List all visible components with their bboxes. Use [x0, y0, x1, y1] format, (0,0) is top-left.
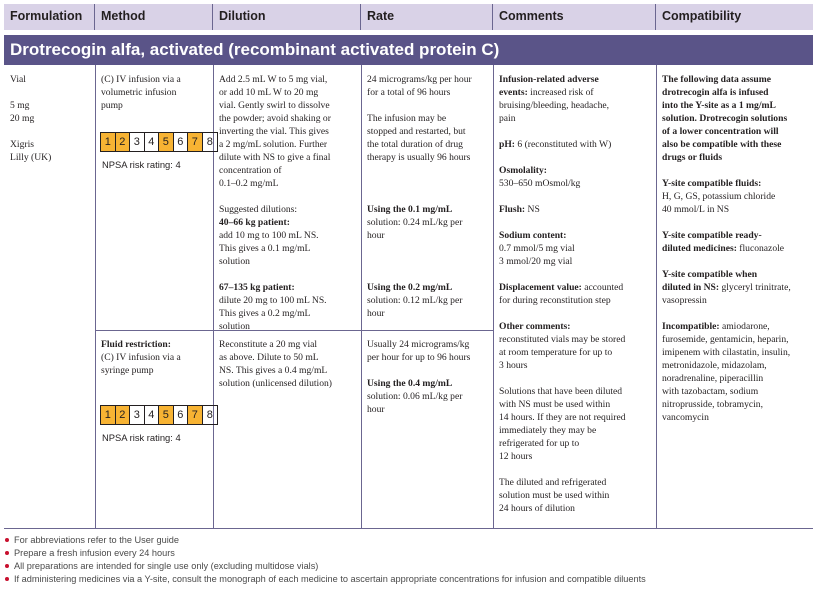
dilution-text: This gives a 0.2 mg/mL: [219, 308, 311, 319]
compat-text: with tazobactam, sodium: [662, 386, 759, 397]
method-cell-b: [101, 338, 211, 377]
risk-box: 5: [159, 406, 174, 424]
risk-box: 4: [145, 133, 160, 151]
comment-text: refrigerated for up to: [499, 438, 580, 449]
comment-text: 530–650 mOsmol/kg: [499, 178, 581, 189]
header-dilution: Dilution: [213, 4, 361, 30]
formulation-line: 5 mg: [10, 100, 30, 111]
comment-text: 12 hours: [499, 451, 533, 462]
rate-subtitle: Using the 0.2 mg/mL: [367, 282, 453, 293]
comment-text: accounted: [581, 282, 624, 293]
compat-text: nitroprusside, tobramycin,: [662, 399, 763, 410]
compat-text: drugs or fluids: [662, 152, 723, 163]
comment-text: at room temperature for up to: [499, 347, 613, 358]
comment-text: reconstituted vials may be stored: [499, 334, 626, 345]
comment-text: 0.7 mmol/5 mg vial: [499, 243, 575, 254]
rate-text: stopped and restarted, but: [367, 126, 466, 137]
column-divider: [656, 65, 657, 528]
rate-subtitle: Using the 0.4 mg/mL: [367, 378, 453, 389]
compat-title: Y-site compatible fluids:: [662, 178, 762, 189]
footnote: [4, 560, 813, 573]
compat-text: 40 mmol/L in NS: [662, 204, 730, 215]
dilution-text: solution: [219, 256, 250, 267]
footnote: [4, 573, 813, 586]
dilution-cell-b: [219, 338, 359, 390]
column-divider: [361, 65, 362, 528]
column-divider: [493, 65, 494, 528]
risk-rating-boxes-b: [100, 405, 218, 425]
risk-box: 3: [130, 406, 145, 424]
dilution-text: dilute with NS to give a final: [219, 152, 331, 163]
compat-title: Y-site compatible ready-: [662, 230, 762, 241]
comment-text: immediately they may be: [499, 425, 597, 436]
footnote: [4, 534, 813, 547]
compat-text: fluconazole: [736, 243, 785, 254]
comment-title: Osmolality:: [499, 165, 547, 176]
method-text: volumetric infusion: [101, 87, 177, 98]
dilution-subtitle: 40–66 kg patient:: [219, 217, 290, 228]
dilution-text: as above. Dilute to 50 mL: [219, 352, 319, 363]
compatibility-cell: [662, 73, 812, 424]
dilution-text: solution (unlicensed dilution): [219, 378, 332, 389]
comment-text: 3 mmol/20 mg vial: [499, 256, 573, 267]
comment-text: with NS must be used within: [499, 399, 611, 410]
compat-text: The following data assume: [662, 74, 772, 85]
comment-text: solution must be used within: [499, 490, 610, 501]
footnote-text: Prepare a fresh infusion every 24 hours: [14, 548, 175, 558]
dilution-text: add 10 mg to 100 mL NS.: [219, 230, 319, 241]
compat-text: also be compatible with these: [662, 139, 782, 150]
risk-box: 3: [130, 133, 145, 151]
rate-text: hour: [367, 308, 385, 319]
footnote: [4, 547, 813, 560]
dilution-subtitle: Suggested dilutions:: [219, 204, 298, 215]
footnote-text: All preparations are intended for single use only (excluding multidose vials): [14, 561, 319, 571]
header-rate: Rate: [361, 4, 493, 30]
comment-text: increased risk of: [527, 87, 594, 98]
formulation-line: Xigris: [10, 139, 34, 150]
dilution-cell: [219, 73, 359, 333]
method-text: (C) IV infusion via a: [101, 74, 181, 85]
compat-text: furosemide, gentamicin, heparin,: [662, 334, 789, 345]
risk-box: 4: [145, 406, 160, 424]
compat-text: vasopressin: [662, 295, 707, 306]
method-text: pump: [101, 100, 123, 111]
comment-title: pH:: [499, 139, 515, 150]
compat-text: metronidazole, midazolam,: [662, 360, 767, 371]
comment-title: Infusion-related adverse: [499, 74, 599, 85]
risk-box: 8: [206, 409, 213, 421]
risk-box: 1: [101, 406, 116, 424]
dilution-subtitle: 67–135 kg patient:: [219, 282, 295, 293]
formulation-cell: [10, 73, 92, 164]
risk-box: 7: [188, 406, 203, 424]
comment-text: The diluted and refrigerated: [499, 477, 607, 488]
header-formulation: Formulation: [4, 4, 95, 30]
comment-text: NS: [525, 204, 540, 215]
compat-text: into the Y-site as a 1 mg/mL: [662, 100, 776, 111]
column-divider: [95, 65, 96, 528]
rate-text: solution: 0.24 mL/kg per: [367, 217, 463, 228]
rate-text: solution: 0.12 mL/kg per: [367, 295, 463, 306]
risk-rating-boxes-a: [100, 132, 218, 152]
method-subtitle: Fluid restriction:: [101, 339, 171, 350]
compat-text: imipenem with cilastatin, insulin,: [662, 347, 791, 358]
rate-text: 24 micrograms/kg per hour: [367, 74, 472, 85]
footnote-text: For abbreviations refer to the User guide: [14, 535, 179, 545]
dilution-text: dilute 20 mg to 100 mL NS.: [219, 295, 327, 306]
rate-cell: [367, 73, 491, 320]
risk-box: 2: [116, 406, 131, 424]
compat-text: solution. Drotrecogin solutions: [662, 113, 788, 124]
dilution-text: Reconstitute a 20 mg vial: [219, 339, 318, 350]
formulation-line: 20 mg: [10, 113, 35, 124]
compat-text: drotrecogin alfa is infused: [662, 87, 769, 98]
npsa-risk-label-a: NPSA risk rating: 4: [102, 159, 181, 170]
compat-title: diluted in NS:: [662, 282, 720, 293]
compat-title: Incompatible:: [662, 321, 720, 332]
rate-text: therapy is usually 96 hours: [367, 152, 471, 163]
footnote-text: If administering medicines via a Y-site, consult the monograph of each medicine to ascertain appropriate concentrations for infusion and compatible diluents: [14, 574, 646, 584]
comment-text: 3 hours: [499, 360, 528, 371]
method-text: (C) IV infusion via a: [101, 352, 181, 363]
dilution-text: This gives a 0.1 mg/mL: [219, 243, 311, 254]
dilution-text: or add 10 mL W to 20 mg: [219, 87, 319, 98]
dilution-text: a 2 mg/mL solution. Further: [219, 139, 328, 150]
header-method: Method: [95, 4, 213, 30]
comment-text: 6 (reconstituted with W): [515, 139, 612, 150]
compat-text: vancomycin: [662, 412, 709, 423]
dilution-text: Add 2.5 mL W to 5 mg vial,: [219, 74, 328, 85]
comment-title: Displacement value:: [499, 282, 582, 293]
bullet-icon: [5, 551, 9, 555]
rate-cell-b: [367, 338, 491, 416]
method-cell-a: [101, 73, 211, 112]
compat-text: glyceryl trinitrate,: [719, 282, 791, 293]
bullet-icon: [5, 538, 9, 542]
comment-text: Solutions that have been diluted: [499, 386, 623, 397]
rate-text: solution: 0.06 mL/kg per: [367, 391, 463, 402]
comments-cell: [499, 73, 654, 515]
method-text: syringe pump: [101, 365, 154, 376]
dilution-text: concentration of: [219, 165, 282, 176]
rate-subtitle: Using the 0.1 mg/mL: [367, 204, 453, 215]
comment-text: 14 hours. If they are not required: [499, 412, 626, 423]
dilution-text: vial. Gently swirl to dissolve: [219, 100, 330, 111]
header-comments: Comments: [493, 4, 656, 30]
risk-box: 8: [206, 136, 213, 148]
risk-box: 2: [116, 133, 131, 151]
compat-text: amiodarone,: [719, 321, 770, 332]
formulation-line: Vial: [10, 74, 26, 85]
bullet-icon: [5, 577, 9, 581]
comment-title: Other comments:: [499, 321, 571, 332]
compat-title: Y-site compatible when: [662, 269, 758, 280]
dilution-text: solution: [219, 321, 250, 332]
comment-title: Sodium content:: [499, 230, 567, 241]
rate-text: Usually 24 micrograms/kg: [367, 339, 470, 350]
dilution-text: 0.1–0.2 mg/mL: [219, 178, 279, 189]
rate-text: The infusion may be: [367, 113, 447, 124]
compat-text: noradrenaline, piperacillin: [662, 373, 764, 384]
risk-box: 7: [188, 133, 203, 151]
dilution-text: NS. This gives a 0.4 mg/mL: [219, 365, 328, 376]
comment-title: events:: [499, 87, 528, 98]
dilution-text: inverting the vial. This gives: [219, 126, 329, 137]
risk-box: 6: [174, 406, 189, 424]
formulation-line: Lilly (UK): [10, 152, 52, 163]
comment-text: 24 hours of dilution: [499, 503, 575, 514]
rate-text: the total duration of drug: [367, 139, 463, 150]
footnotes: [4, 534, 813, 586]
comment-title: Flush:: [499, 204, 526, 215]
rate-text: hour: [367, 230, 385, 241]
rate-text: for a total of 96 hours: [367, 87, 451, 98]
comment-text: for during reconstitution step: [499, 295, 611, 306]
risk-box: 6: [174, 133, 189, 151]
drug-title: Drotrecogin alfa, activated (recombinant activated protein C): [4, 35, 813, 65]
comment-text: pain: [499, 113, 516, 124]
rate-text: per hour for up to 96 hours: [367, 352, 471, 363]
bullet-icon: [5, 564, 9, 568]
comment-text: bruising/bleeding, headache,: [499, 100, 610, 111]
dilution-text: the powder; avoid shaking or: [219, 113, 331, 124]
compat-title: diluted medicines:: [662, 243, 737, 254]
risk-box: 1: [101, 133, 116, 151]
header-compatibility: Compatibility: [656, 4, 813, 30]
compat-text: of a lower concentration will: [662, 126, 779, 137]
risk-box: 5: [159, 133, 174, 151]
npsa-risk-label-b: NPSA risk rating: 4: [102, 432, 181, 443]
rate-text: hour: [367, 404, 385, 415]
compat-text: H, G, GS, potassium chloride: [662, 191, 776, 202]
table-body: [4, 65, 813, 529]
